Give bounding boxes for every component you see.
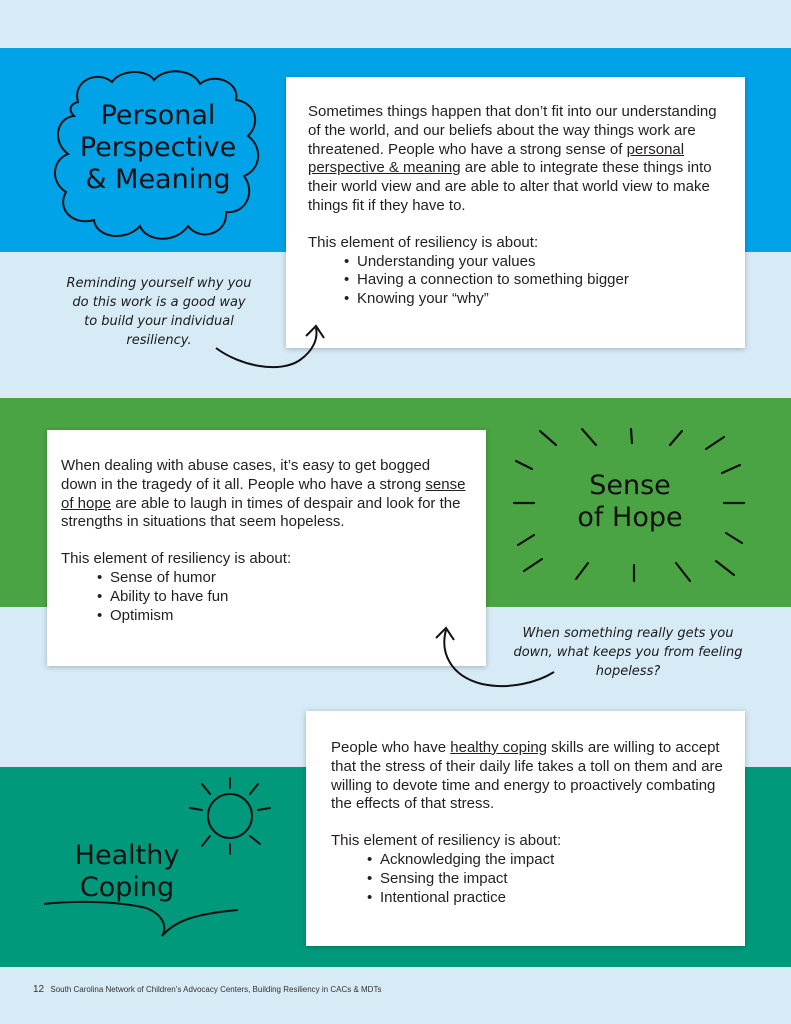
page-number: 12 <box>33 984 45 995</box>
note-hopeless: When something really gets you down, what keeps you from feeling hopeless? <box>513 626 743 679</box>
underlined-term: sense of hope <box>61 475 466 512</box>
list-item: • Sensing the impact <box>331 870 729 889</box>
footer-text: South Carolina Network of Children’s Advocacy Centers, Building Resiliency in CACs & MDTs <box>50 985 382 994</box>
title-line: Sense <box>589 470 671 501</box>
list-item: • Sense of humor <box>61 569 466 588</box>
underlined-term: healthy coping <box>450 739 548 756</box>
title-personal-perspective <box>58 100 258 196</box>
underlined-term: personal perspective & meaning <box>308 140 685 177</box>
card-paragraph: When dealing with abuse cases, it’s easy to get bogged down in the tragedy of it all. People who have a strong sense of hope are able to laugh in times of despair and look for the strengths in situations that seem hopeless. <box>61 457 466 531</box>
band-bottom-light <box>0 967 791 1024</box>
title-line: Personal <box>100 100 216 131</box>
arrow-icon <box>430 622 560 688</box>
title-healthy-coping <box>62 840 192 904</box>
title-line: & Meaning <box>85 164 231 195</box>
list-item: • Having a connection to something bigger <box>308 271 725 290</box>
list-item: • Ability to have fun <box>61 588 466 607</box>
card-paragraph: People who have healthy coping skills are willing to accept that the stress of their daily life takes a toll on them and are willing to devote time and energy to proactively combating the effects of that stress. <box>331 739 723 813</box>
element-intro: This element of resiliency is about: <box>61 550 292 568</box>
title-line: Perspective <box>79 132 237 163</box>
bullet-list <box>308 253 725 309</box>
card-sense-of-hope <box>47 430 486 666</box>
element-intro: This element of resiliency is about: <box>331 832 562 850</box>
page-footer <box>33 984 381 995</box>
list-item: • Acknowledging the impact <box>331 851 729 870</box>
band-top-light <box>0 0 791 48</box>
title-sense-of-hope <box>540 470 720 534</box>
card-personal-perspective <box>286 77 745 348</box>
title-line: Healthy <box>74 840 180 871</box>
ground-line-icon <box>42 896 242 942</box>
card-paragraph: Sometimes things happen that don’t fit into our understanding of the world, and our beliefs about the way things work are threatened. People who have a strong sense of personal perspective & meaning are able to integrate these things into their world view and are able to alter that world view to make things fit if they have to. <box>308 103 717 214</box>
list-item: • Intentional practice <box>331 889 729 908</box>
bullet-list <box>331 851 729 907</box>
card-healthy-coping <box>306 711 745 946</box>
sun-icon <box>182 774 274 860</box>
list-item: • Understanding your values <box>308 253 725 272</box>
list-item: • Optimism <box>61 607 466 626</box>
bullet-list <box>61 569 466 625</box>
list-item: • Knowing your “why” <box>308 290 725 309</box>
arrow-icon <box>210 320 330 376</box>
element-intro: This element of resiliency is about: <box>308 233 539 251</box>
title-line: Coping <box>79 872 175 903</box>
note-why: Reminding yourself why you do this work is a good way to build your individual resiliency. <box>66 276 252 348</box>
title-line: of Hope <box>577 502 683 533</box>
